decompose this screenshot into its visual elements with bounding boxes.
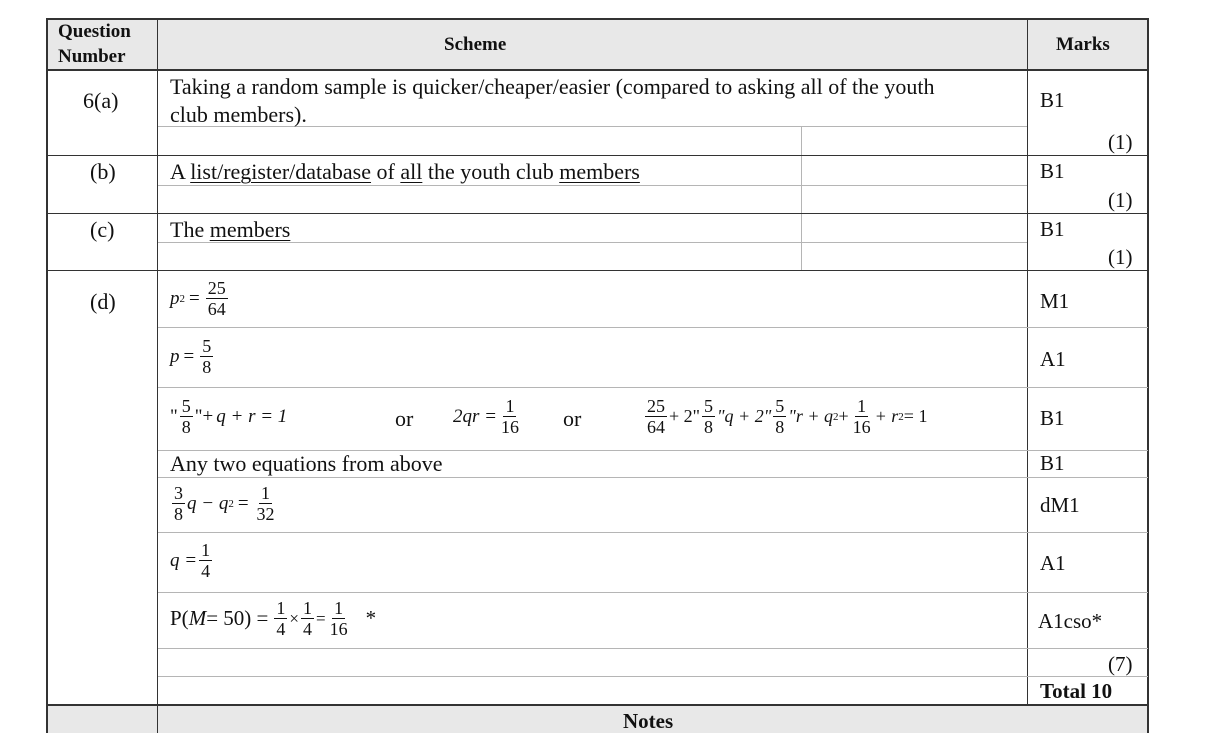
- scheme-6d-equation-p: p = $\frac{5}{8}$: [170, 336, 212, 377]
- mark-6d-line1: M1: [1040, 289, 1070, 313]
- row-d-line5-sep: [158, 532, 1148, 533]
- mark-6d-line2: A1: [1040, 347, 1066, 371]
- scheme-6d-probability: P( M = 50) = $\frac{1}{4}$ × $\frac{1}{4}$ = $\frac{1}{16}$ *: [170, 598, 377, 639]
- header-bottom-line: [46, 69, 1149, 71]
- total-marks: Total 10: [1040, 679, 1113, 703]
- header-question-number-line1: Question: [58, 21, 131, 42]
- scheme-6b: A list/register/database of all the youth club members: [170, 159, 640, 184]
- mark-6b: B1: [1040, 159, 1065, 183]
- scheme-6d-equation-p-squared: p 2 = $\frac{25}{64}$: [170, 278, 226, 319]
- inner-divider-abc: [801, 126, 802, 270]
- table-border-top: [46, 18, 1149, 20]
- question-label-6c: (c): [90, 217, 115, 242]
- subtotal-6d: (7): [1108, 652, 1133, 676]
- scheme-6a-line1: Taking a random sample is quicker/cheaper/easier (compared to asking all of the youth: [170, 74, 935, 99]
- row-d-line1-sep: [158, 327, 1148, 328]
- table-border-right: [1147, 18, 1149, 733]
- scheme-6d-equation-option2: 2qr = $\frac{1}{16}$: [453, 396, 519, 437]
- row-d-line6-sep: [158, 592, 1148, 593]
- mark-6d-line5: dM1: [1040, 493, 1080, 517]
- scheme-6d-equation-quadratic: $\frac{3}{8}$ q − q 2 = $\frac{1}{32}$: [174, 483, 275, 524]
- mark-6d-line7: A1cso*: [1038, 609, 1103, 633]
- mark-6d-line3: B1: [1040, 406, 1065, 430]
- row-a-bottom-line: [46, 155, 1149, 156]
- column-divider-marks: [1027, 18, 1028, 705]
- header-marks: Marks: [1056, 34, 1110, 55]
- row-d-line4-sep: [158, 477, 1148, 478]
- notes-header: Notes: [623, 709, 674, 733]
- question-label-6d: (d): [90, 289, 116, 314]
- row-b-bottom-line: [46, 213, 1149, 214]
- mark-6d-line4: B1: [1040, 451, 1065, 475]
- row-d-line7-sep: [158, 648, 1148, 649]
- row-b-inner-line: [158, 185, 1027, 186]
- row-d-subtotal-sep: [158, 676, 1148, 677]
- question-label-6b: (b): [90, 159, 116, 184]
- subtotal-6b: (1): [1108, 188, 1133, 212]
- header-scheme: Scheme: [444, 34, 507, 55]
- notes-header-background: [46, 705, 1148, 733]
- row-d-line2-sep: [158, 387, 1148, 388]
- question-label-6a: 6(a): [83, 88, 119, 113]
- header-background: [46, 18, 1148, 70]
- subtotal-6a: (1): [1108, 130, 1133, 154]
- scheme-6d-equation-option1: " $\frac{5}{8}$ "+ q + r = 1: [170, 396, 288, 437]
- scheme-6d-equation-option3: $\frac{25}{64}$ + 2" $\frac{5}{8}$ "q + 2" $\frac{5}{8}$ "r + q 2 + $\frac{1}{16}$ + r 2 = 1: [647, 396, 928, 437]
- mark-6c: B1: [1040, 217, 1065, 241]
- table-border-left: [46, 18, 48, 733]
- scheme-6c: The members: [170, 217, 291, 242]
- scheme-6d-or-2: or: [563, 406, 582, 431]
- scheme-6d-equation-q: q = $\frac{1}{4}$: [170, 540, 211, 581]
- scheme-6d-or-1: or: [395, 406, 414, 431]
- row-c-bottom-line: [46, 270, 1149, 271]
- scheme-6d-any-two-equations: Any two equations from above: [170, 451, 443, 476]
- header-question-number-line2: Number: [58, 46, 126, 67]
- scheme-6a-line2: club members).: [170, 102, 307, 127]
- row-d-bottom-line: [46, 704, 1149, 706]
- mark-6a: B1: [1040, 88, 1065, 112]
- subtotal-6c: (1): [1108, 245, 1133, 269]
- mark-6d-line6: A1: [1040, 551, 1066, 575]
